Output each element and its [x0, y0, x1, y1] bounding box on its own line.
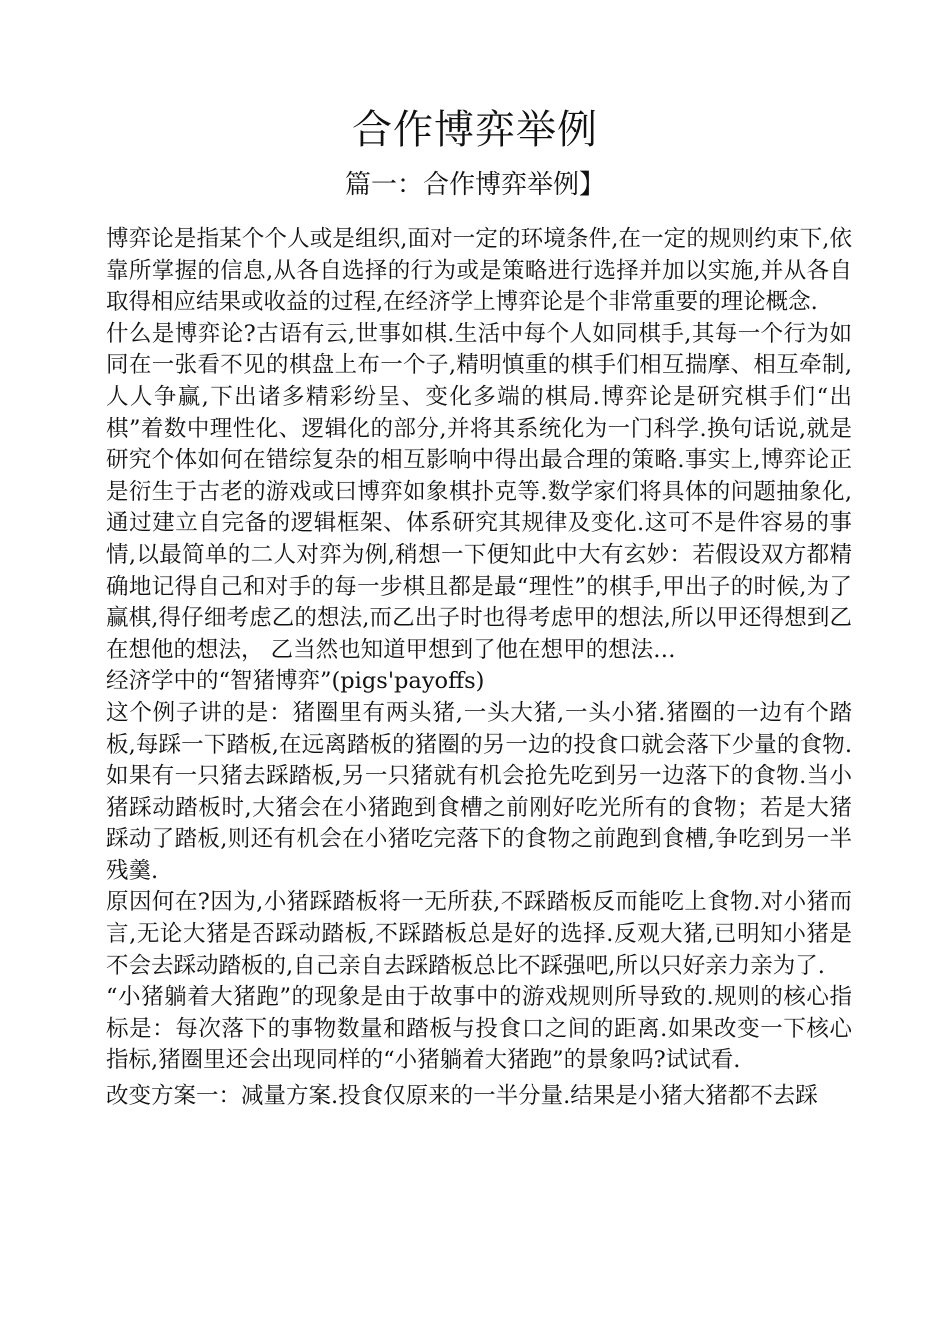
- paragraph-rules: “小猪躺着大猪跑”的现象是由于故事中的游戏规则所导致的.规则的核心指标是：每次落下的事物数量和踏板与投食口之间的距离.如果改变一下核心指标,猪圈里还会出现同样的“小猪躺着大猪跑”的景象吗?试试看.: [106, 984, 852, 1074]
- paragraph-pigs-heading: 经济学中的“智猪博弈”(pigs'payoffs): [106, 668, 485, 695]
- paragraph-reason: 原因何在?因为,小猪踩踏板将一无所获,不踩踏板反而能吃上食物.对小猪而言,无论大猪是否踩动踏板,不踩踏板总是好的选择.反观大猪,已明知小猪是不会去踩动踏板的,自己亲自去踩踏板总比不踩强吧,所以只好亲力亲为了.: [106, 889, 852, 979]
- document-subtitle: 篇一：合作博弈举例】: [344, 170, 605, 200]
- paragraph-pigs-example: 这个例子讲的是：猪圈里有两头猪,一头大猪,一头小猪.猪圈的一边有个踏板,每踩一下踏板,在远离踏板的猪圈的另一边的投食口就会落下少量的食物.如果有一只猪去踩踏板,另一只猪就有机会抢先吃到另一边落下的食物.当小猪踩动踏板时,大猪会在小猪跑到食槽之前刚好吃光所有的食物；若是大猪踩动了踏板,则还有机会在小猪吃完落下的食物之前跑到食槽,争吃到另一半残羹.: [106, 699, 852, 884]
- paragraph-plan-one: 改变方案一：减量方案.投食仅原来的一半分量.结果是小猪大猪都不去踩: [106, 1083, 818, 1110]
- paragraph-what-is-game-theory: 什么是博弈论?古语有云,世事如棋.生活中每个人如同棋手,其每一个行为如同在一张看不见的棋盘上布一个子,精明慎重的棋手们相互揣摩、相互牵制,人人争赢,下出诸多精彩纷呈、变化多端的棋局.博弈论是研究棋手们“出棋”着数中理性化、逻辑化的部分,并将其系统化为一门科学.换句话说,就是研究个体如何在错综复杂的相互影响中得出最合理的策略.事实上,博弈论正是衍生于古老的游戏或曰博弈如象棋扑克等.数学家们将具体的问题抽象化,通过建立自完备的逻辑框架、体系研究其规律及变化.这可不是件容易的事情,以最简单的二人对弈为例,稍想一下便知此中大有玄妙：若假设双方都精确地记得自己和对手的每一步棋且都是最“理性”的棋手,甲出子的时候,为了赢棋,得仔细考虑乙的想法,而乙出子时也得考虑甲的想法,所以甲还得想到乙在想他的想法， 乙当然也知道甲想到了他在想甲的想法…: [106, 320, 852, 663]
- paragraph-intro: 博弈论是指某个个人或是组织,面对一定的环境条件,在一定的规则约束下,依靠所掌握的信息,从各自选择的行为或是策略进行选择并加以实施,并从各自取得相应结果或收益的过程,在经济学上博弈论是个非常重要的理论概念.: [106, 226, 852, 316]
- document-title: 合作博弈举例: [352, 107, 598, 153]
- document-body: [106, 224, 852, 1113]
